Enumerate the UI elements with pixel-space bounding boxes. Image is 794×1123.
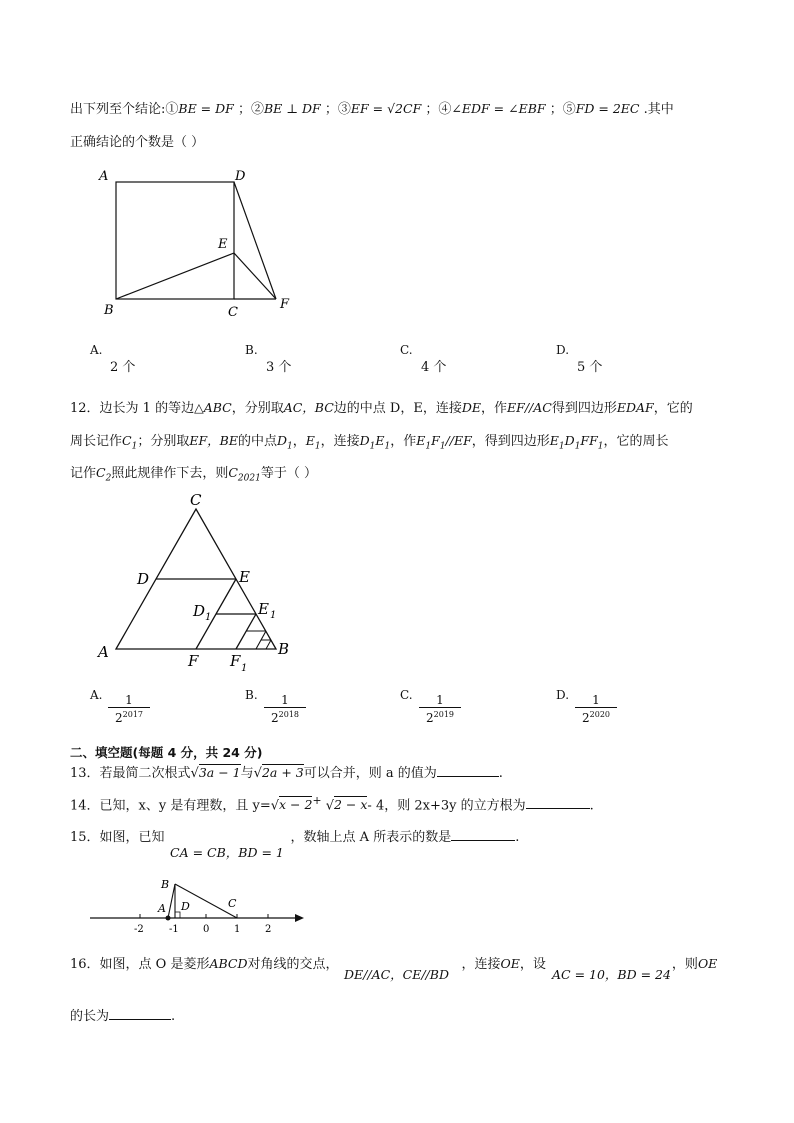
q12-text: ，它的周长 <box>603 434 669 449</box>
q12-text: ；分别取 <box>137 434 190 449</box>
q11-prefix: 出下列至个结论:① <box>70 102 179 117</box>
sqrt-sign: √ <box>253 766 262 781</box>
q14-plus: + <box>312 794 322 807</box>
q16-text: 的长为 <box>70 1009 110 1024</box>
q16-math: ABCD <box>209 956 248 971</box>
right-angle-mark <box>175 912 180 918</box>
point-a <box>166 916 171 921</box>
q12-line-1 <box>70 397 693 416</box>
q12-math: D <box>359 433 370 448</box>
label-b: B <box>104 303 114 318</box>
label-d: D <box>137 570 150 588</box>
q11-option-c-letter[interactable]: C. <box>400 343 413 357</box>
q12-text: ， <box>292 434 306 449</box>
fraction-base: 2 <box>271 711 279 725</box>
q11-sep: ；⑤ <box>549 102 576 117</box>
q12-math: EF，BE <box>189 433 238 448</box>
q12-line-3 <box>70 462 317 484</box>
q12-math: △ABC <box>194 400 232 415</box>
q11-conclusion-1: BE = DF <box>178 101 234 116</box>
q12-math: D <box>276 433 287 448</box>
q12-math: E <box>305 433 315 448</box>
label-f1-sub: 1 <box>241 663 248 674</box>
q12-math: F <box>431 433 440 448</box>
label-b: B <box>278 640 290 658</box>
fraction-base: 2 <box>426 711 434 725</box>
q12-sub: 1 <box>314 441 321 452</box>
q12-text: 周长记作 <box>70 434 123 449</box>
segment-be <box>116 253 234 299</box>
q11-conclusion-3b: √2 <box>387 101 403 116</box>
q11-sep: ；③ <box>324 102 351 117</box>
q12-sub: 1 <box>369 441 376 452</box>
fraction-exponent: 2018 <box>278 710 299 719</box>
square-abcd <box>116 182 234 299</box>
q12-sub: 1 <box>287 441 293 452</box>
q12-option-b-fraction <box>264 693 306 725</box>
q11-conclusion-3c: CF <box>403 101 422 116</box>
q12-text: 边的中点 D，E，连接 <box>333 401 462 416</box>
q12-option-d-letter[interactable]: D. <box>556 688 570 702</box>
q12-option-b-letter[interactable]: B. <box>245 688 258 702</box>
label-a: A <box>99 169 109 184</box>
q11-conclusions-line <box>70 98 674 117</box>
label-e: E <box>239 568 250 586</box>
fraction-numerator: 1 <box>281 693 289 707</box>
q12-text: 12．边长为 1 的等边 <box>70 401 195 416</box>
tick-label: 1 <box>234 924 241 934</box>
q11-option-d-letter[interactable]: D. <box>556 343 570 357</box>
q12-math: D <box>564 433 575 448</box>
q12-option-a-fraction <box>108 693 150 725</box>
q13-text: 与 <box>240 766 254 781</box>
q12-sub: 1 <box>597 441 604 452</box>
q12-sub: 1 <box>439 441 446 452</box>
q15-answer-blank[interactable] <box>451 828 515 841</box>
q12-math: FF <box>580 433 598 448</box>
q12-text: ，它的 <box>653 401 693 416</box>
fraction-denominator <box>264 707 306 725</box>
q12-text: ，连接 <box>320 434 360 449</box>
q12-text: 记作 <box>70 466 97 481</box>
q12-math: //EF <box>445 433 472 448</box>
q11-conclusion-5: FD = 2EC <box>575 101 640 116</box>
label-a: A <box>158 902 166 915</box>
q15-condition: CA = CB，BD = 1 <box>170 845 284 860</box>
q11-option-d-value: 5 个 <box>577 360 603 375</box>
label-d1-sub: 1 <box>205 612 212 623</box>
label-c: C <box>228 305 238 320</box>
label-f: F <box>188 652 199 670</box>
q16-math: OE <box>500 956 520 971</box>
q11-sep: ；② <box>237 102 264 117</box>
segment-e3f3 <box>266 640 271 649</box>
q14-answer-blank[interactable] <box>526 796 590 809</box>
q11-option-b-letter[interactable]: B. <box>245 343 258 357</box>
fraction-exponent: 2017 <box>122 710 143 719</box>
q15-number-line-figure <box>88 872 308 934</box>
q12-math: E <box>375 433 385 448</box>
q11-option-a-letter[interactable]: A. <box>90 343 103 357</box>
q12-math: C <box>96 465 106 480</box>
q13-end: . <box>498 766 503 781</box>
q11-conclusion-3a: EF = <box>350 101 388 116</box>
q11-sep: ；④ <box>425 102 452 117</box>
segment-df <box>234 182 276 299</box>
q11-conclusion-2: BE ⊥ DF <box>263 101 321 116</box>
fraction-base: 2 <box>582 711 590 725</box>
fraction-numerator: 1 <box>592 693 600 707</box>
q14-end: . <box>589 798 594 814</box>
q16-answer-blank[interactable] <box>109 1007 171 1020</box>
q16-text: ，则 <box>671 957 698 972</box>
q13-text: 可以合并，则 a 的值为 <box>303 766 437 781</box>
q16-math: OE <box>697 956 718 971</box>
label-d1: D <box>193 602 206 620</box>
q12-sub: 2 <box>105 473 112 484</box>
fraction-exponent: 2019 <box>433 710 454 719</box>
q11-tail: .其中 <box>643 102 674 117</box>
q16-text: 对角线的交点， <box>247 957 339 972</box>
q12-text: 等于（ ） <box>260 466 317 481</box>
q16-line-2 <box>70 1005 175 1024</box>
tick-label: 2 <box>265 924 272 934</box>
q12-sub: 1 <box>574 441 581 452</box>
tick-label: -2 <box>134 924 144 934</box>
label-f: F <box>280 297 290 312</box>
fraction-denominator <box>419 707 461 725</box>
q12-text: ，得到四边形 <box>471 434 550 449</box>
section-2-heading: 二、填空题(每题 4 分，共 24 分) <box>70 745 263 760</box>
q16-condition-2: AC = 10，BD = 24 <box>552 967 671 982</box>
q12-text: ，作 <box>481 401 508 416</box>
q12-option-d-fraction <box>575 693 617 725</box>
q16-end: . <box>171 1009 176 1024</box>
sqrt-sign: √ <box>190 766 199 781</box>
label-a: A <box>98 643 109 661</box>
q12-text: 的中点 <box>237 434 277 449</box>
q13-radicand-1: 3a − 1 <box>198 765 241 780</box>
q16-text: ，连接 <box>461 957 501 972</box>
q16-condition-1: DE//AC，CE//BD <box>344 967 449 982</box>
q12-math: EDAF <box>616 400 654 415</box>
fraction-base: 2 <box>115 711 123 725</box>
q14-text: - 4，则 2x+3y 的立方根为 <box>367 798 526 814</box>
label-e1: E <box>258 600 269 618</box>
q11-option-a-value: 2 个 <box>110 360 136 375</box>
q14-text: 14．已知，x、y 是有理数，且 y= <box>70 798 271 814</box>
q14-radicand-1: x − 2 <box>279 797 313 813</box>
sqrt-sign: √ <box>325 798 334 814</box>
number-line-arrow <box>295 914 304 922</box>
fraction-exponent: 2020 <box>589 710 610 719</box>
label-c: C <box>190 491 202 509</box>
q14-radicand-2: 2 − x <box>333 797 368 813</box>
label-c: C <box>228 897 237 910</box>
q12-option-a-letter[interactable]: A. <box>90 688 103 702</box>
q16-text: ，设 <box>519 957 546 972</box>
q16-text: 16．如图，点 O 是菱形 <box>70 957 210 972</box>
q13-text: 13．若最简二次根式 <box>70 766 191 781</box>
q12-math: C <box>122 433 132 448</box>
fraction-numerator: 1 <box>125 693 133 707</box>
tick-label: -1 <box>169 924 179 934</box>
q15-line <box>70 826 519 845</box>
segment-ef <box>234 253 276 299</box>
q13-answer-blank[interactable] <box>437 764 499 777</box>
q12-math: E <box>549 433 559 448</box>
q12-sub: 1 <box>131 441 138 452</box>
q12-option-c-letter[interactable]: C. <box>400 688 413 702</box>
label-f1: F <box>230 652 241 670</box>
q12-math: C <box>228 465 238 480</box>
q12-math: E <box>416 433 426 448</box>
label-d: D <box>235 169 246 184</box>
q12-line-2 <box>70 430 669 452</box>
q12-text: ，分别取 <box>231 401 284 416</box>
label-d: D <box>181 900 190 913</box>
q12-sub: 1 <box>384 441 391 452</box>
label-b: B <box>161 878 170 891</box>
q12-sub: 2021 <box>237 473 261 484</box>
label-e1-sub: 1 <box>270 610 277 621</box>
q12-math: EF//AC <box>507 400 552 415</box>
q11-option-c-value: 4 个 <box>421 360 447 375</box>
q13-line <box>70 762 503 781</box>
q12-text: 得到四边形 <box>551 401 617 416</box>
q12-math: AC，BC <box>283 400 334 415</box>
q12-triangle-figure <box>92 490 304 678</box>
q15-text: 15．如图，已知 <box>70 830 165 845</box>
q12-text: 照此规律作下去，则 <box>111 466 229 481</box>
q12-option-c-fraction <box>419 693 461 725</box>
q12-sub: 1 <box>425 441 432 452</box>
fraction-denominator <box>108 707 150 725</box>
fraction-denominator <box>575 707 617 725</box>
q11-option-b-value: 3 个 <box>266 360 292 375</box>
fraction-numerator: 1 <box>436 693 444 707</box>
sqrt-sign: √ <box>270 798 280 814</box>
q12-sub: 1 <box>558 441 565 452</box>
label-e: E <box>218 237 228 252</box>
q12-text: ，作 <box>390 434 417 449</box>
q11-square-figure <box>95 162 305 322</box>
q14-line <box>70 794 594 813</box>
q15-end: . <box>515 830 520 845</box>
q13-radicand-2: 2a + 3 <box>261 765 304 780</box>
q12-math: DE <box>461 400 481 415</box>
q11-conclusion-4: ∠EDF = ∠EBF <box>451 101 546 116</box>
q11-question: 正确结论的个数是（ ） <box>70 135 205 150</box>
q15-text: ，数轴上点 A 所表示的数是 <box>290 830 452 845</box>
tick-label: 0 <box>203 924 210 934</box>
